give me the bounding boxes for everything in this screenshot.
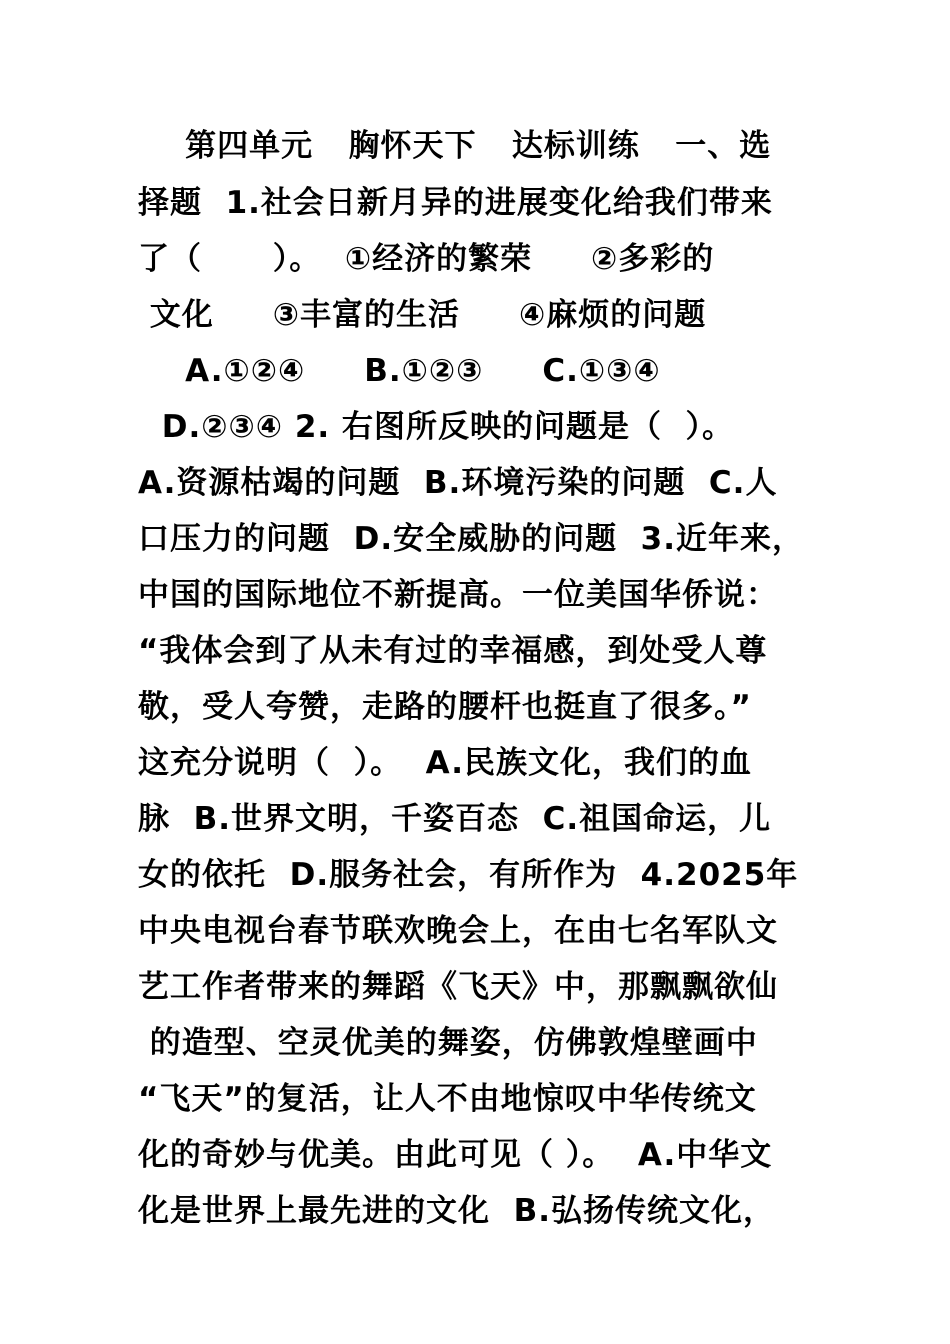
text-line: 这充分说明（ ）。 A.民族文化，我们的血 bbox=[138, 745, 753, 781]
text-line: 文化 ③丰富的生活 ④麻烦的问题 bbox=[138, 297, 707, 333]
text-line: 中央电视台春节联欢晚会上，在由七名军队文 bbox=[138, 913, 778, 949]
text-line: “飞天”的复活，让人不由地惊叹中华传统文 bbox=[138, 1081, 757, 1117]
text-line: 口压力的问题 D.安全威胁的问题 3.近年来， bbox=[138, 521, 805, 557]
text-line: 化的奇妙与优美。由此可见（ ）。 A.中华文 bbox=[138, 1137, 773, 1173]
text-line: A.①②④ B.①②③ C.①③④ bbox=[138, 353, 661, 389]
text-line: 脉 B.世界文明，千姿百态 C.祖国命运，儿 bbox=[138, 801, 772, 837]
text-line: 择题 1.社会日新月异的进展变化给我们带来 bbox=[138, 185, 773, 221]
text-line: 中国的国际地位不新提高。一位美国华侨说： bbox=[138, 577, 778, 613]
text-line: 的造型、空灵优美的舞姿，仿佛敦煌壁画中 bbox=[138, 1025, 758, 1061]
text-line: 化是世界上最先进的文化 B.弘扬传统文化， bbox=[138, 1193, 775, 1229]
text-line: 艺工作者带来的舞蹈《飞天》中，那飘飘欲仙 bbox=[138, 969, 778, 1005]
text-line: “我体会到了从未有过的幸福感，到处受人尊 bbox=[138, 633, 768, 669]
text-line: D.②③④ 2. 右图所反映的问题是（ ）。 bbox=[150, 409, 735, 445]
text-line: 敬，受人夸赞，走路的腰杆也挺直了很多。” bbox=[138, 689, 752, 725]
text-line: 女的依托 D.服务社会，有所作为 4.2025年 bbox=[138, 857, 799, 893]
text-line: 第四单元 胸怀天下 达标训练 一、选 bbox=[138, 128, 772, 164]
text-line: 了（ ）。 ①经济的繁荣 ②多彩的 bbox=[138, 241, 715, 277]
text-line: A.资源枯竭的问题 B.环境污染的问题 C.人 bbox=[138, 465, 778, 501]
